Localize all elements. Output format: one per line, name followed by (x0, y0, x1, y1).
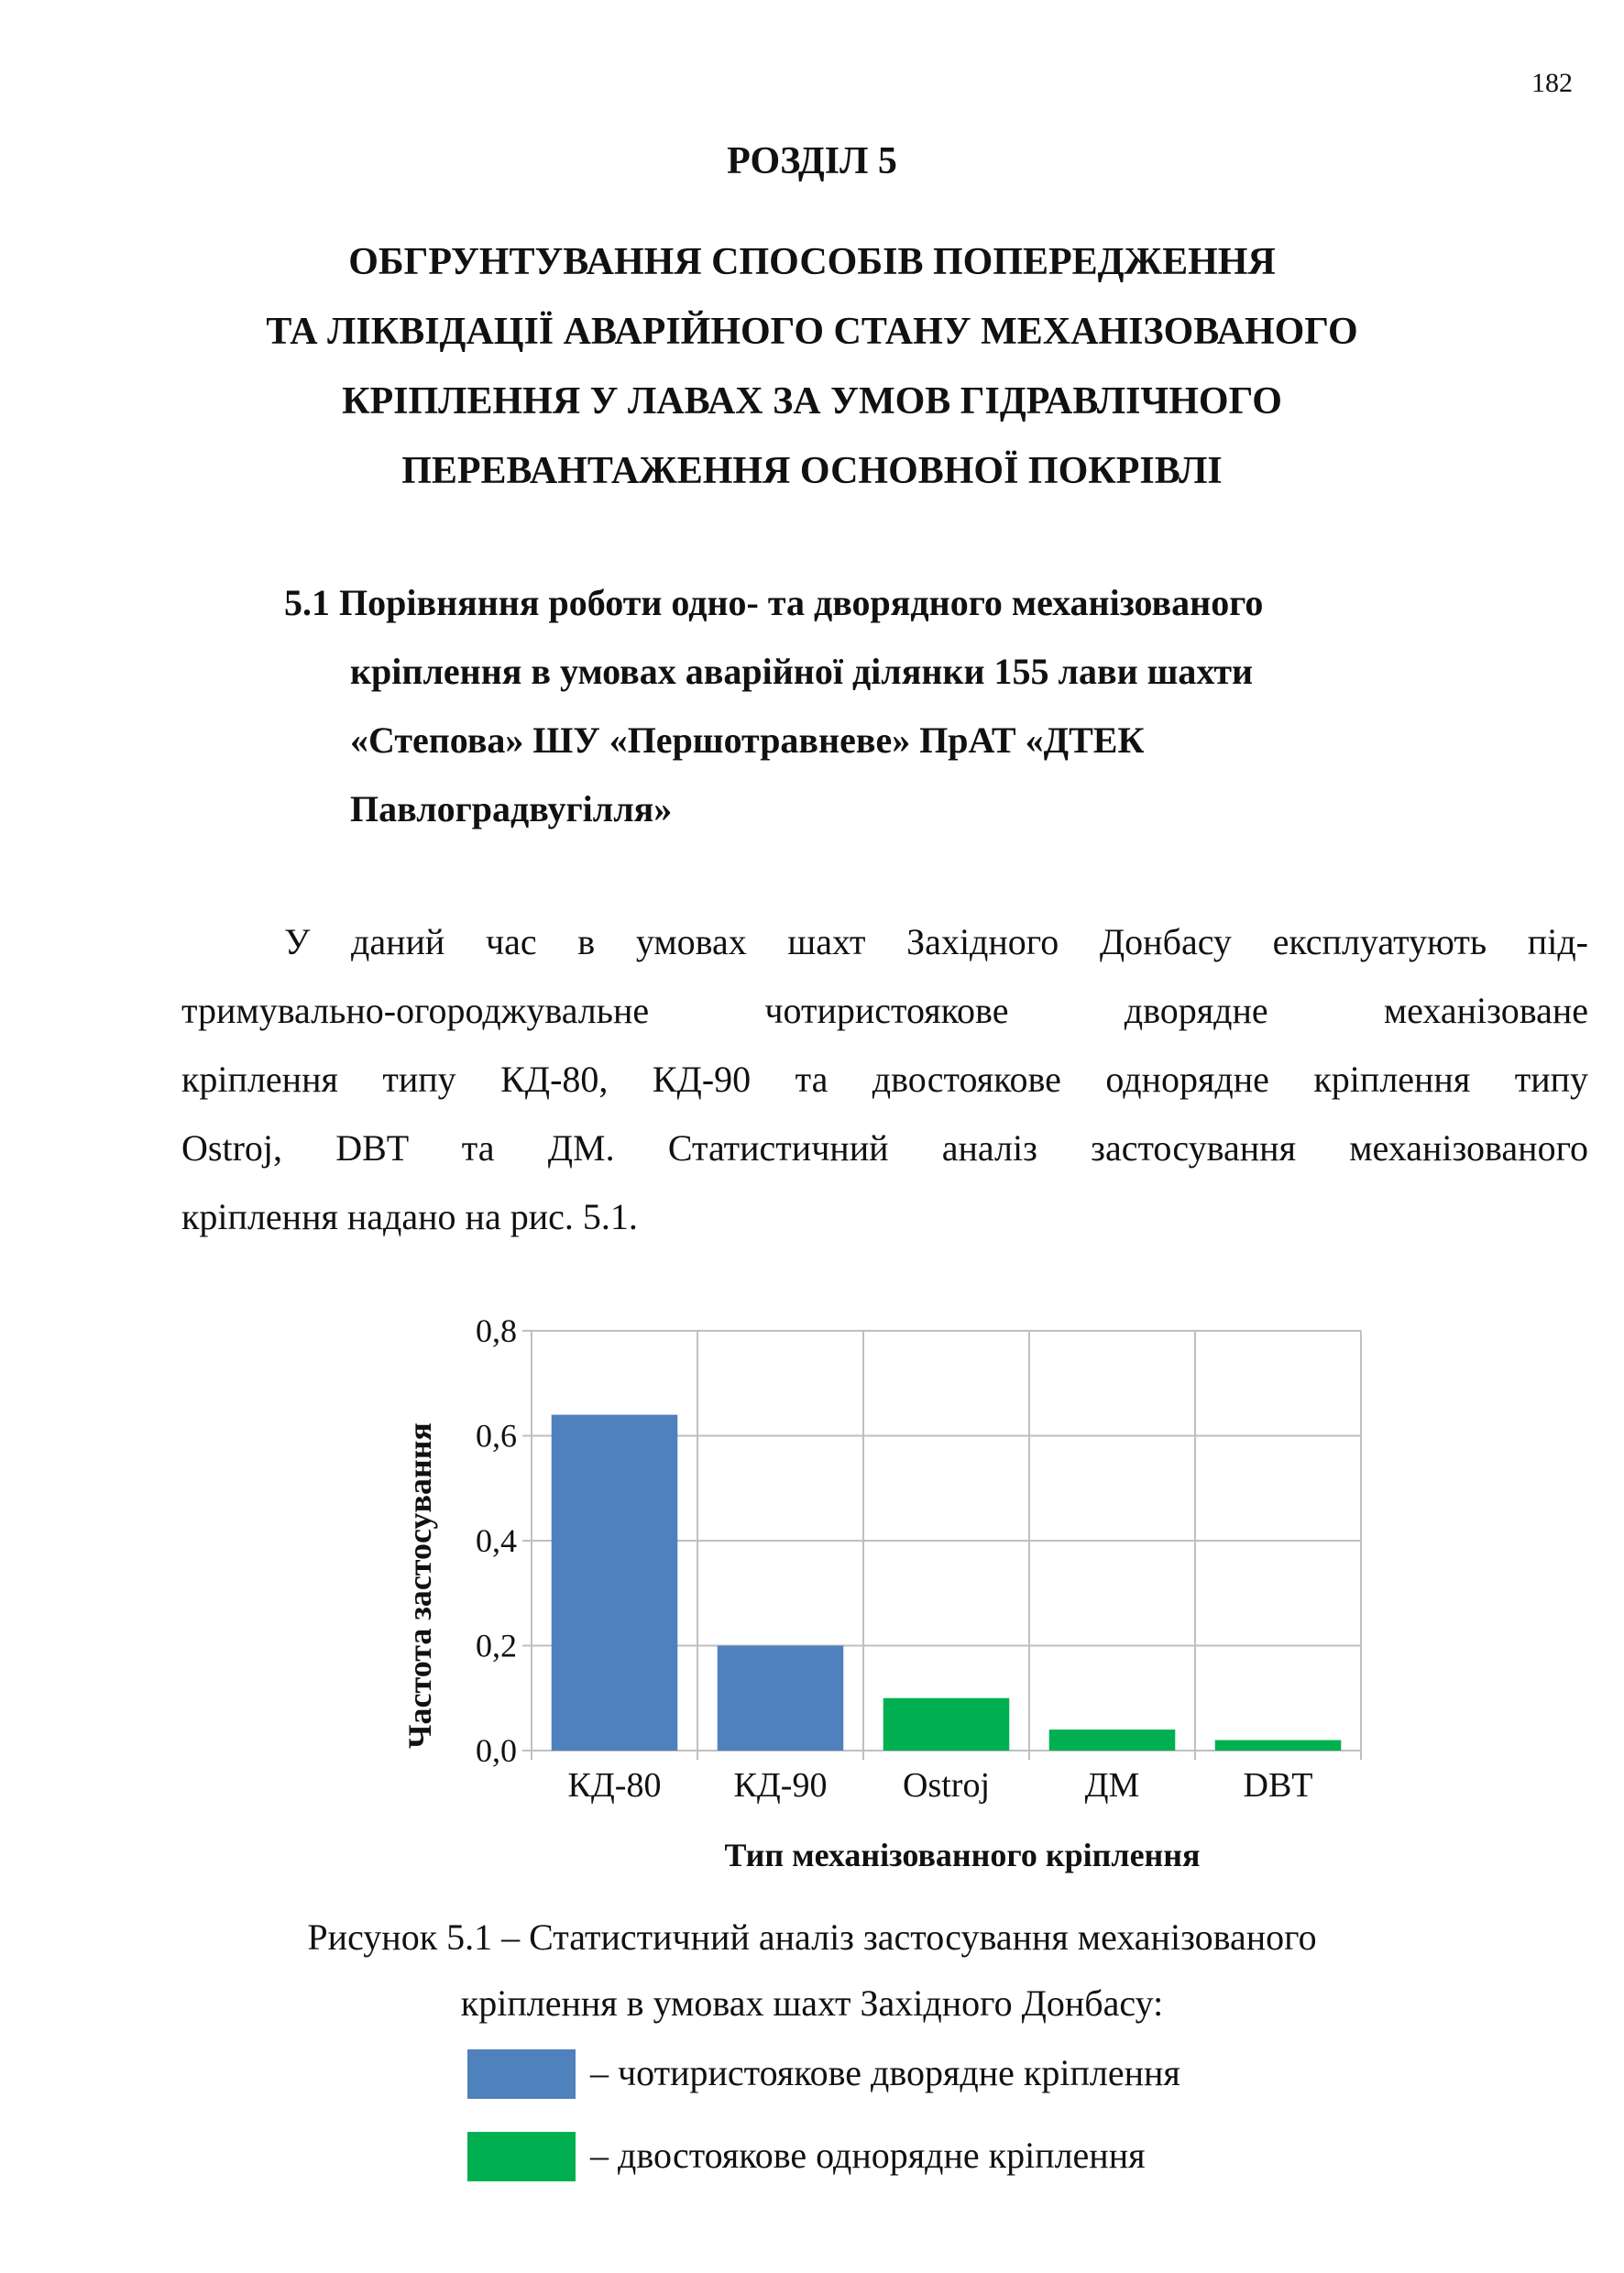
chapter-heading-line: ОБГРУНТУВАННЯ СПОСОБІВ ПОПЕРЕДЖЕННЯ (348, 241, 1276, 283)
chapter-title: РОЗДІЛ 5 (727, 140, 897, 182)
section-heading (284, 568, 1549, 843)
page-number: 182 (1531, 68, 1573, 98)
figure-caption (0, 1905, 1624, 2037)
y-tick-label: 0,4 (476, 1522, 517, 1559)
legend-swatch (467, 2049, 576, 2099)
legend-swatch (467, 2132, 576, 2181)
section-heading-line: 5.1 Порівняння роботи одно- та дворядного механізованого (284, 582, 1264, 623)
y-tick-label: 0,6 (476, 1417, 517, 1455)
body-paragraph (181, 907, 1588, 1251)
y-tick-label: 0,2 (476, 1627, 517, 1664)
x-tick-label: ДМ (1084, 1766, 1140, 1805)
bar (552, 1415, 678, 1751)
bar (1049, 1729, 1176, 1751)
legend-item (467, 2128, 1384, 2183)
y-tick-labels (476, 1312, 517, 1769)
chapter-heading-line: ПЕРЕВАНТАЖЕННЯ ОСНОВНОЇ ПОКРІВЛІ (401, 450, 1223, 492)
y-tick-label: 0,0 (476, 1732, 517, 1769)
section-heading-line: Павлоградвугілля» (350, 788, 673, 829)
paragraph-line: Ostroj, DBT та ДМ. Статистичний аналіз застосування механізованого (181, 1127, 1588, 1169)
chapter-heading (183, 227, 1441, 506)
caption-line: Рисунок 5.1 – Статистичний аналіз застосування механізованого (307, 1916, 1317, 1958)
caption-line: кріплення в умовах шахт Західного Донбасу: (460, 1982, 1164, 2024)
chart-bars (552, 1415, 1342, 1751)
section-heading-line: кріплення в умовах аварійної ділянки 155 лави шахти (350, 651, 1254, 692)
y-axis-label: Частота застосування (401, 1422, 438, 1749)
x-tick-label: КД-80 (567, 1766, 662, 1805)
bar (883, 1698, 1010, 1751)
x-tick-label: DBT (1243, 1766, 1313, 1805)
paragraph-line: тримувально-огороджувальне чотиристоякове дворядне механізоване (181, 990, 1588, 1031)
paragraph-line: кріплення типу КД-80, КД-90 та двостоякове однорядне кріплення типу (181, 1059, 1588, 1100)
bar (718, 1646, 844, 1751)
bar (1215, 1740, 1342, 1751)
paragraph-line: У даний час в умовах шахт Західного Донбасу експлуатують під- (284, 921, 1588, 962)
legend-label: – чотиристоякове дворядне кріплення (590, 2052, 1180, 2093)
chapter-heading-line: ТА ЛІКВІДАЦІЇ АВАРІЙНОГО СТАНУ МЕХАНІЗОВАНОГО (266, 311, 1358, 353)
paragraph-line: кріплення надано на рис. 5.1. (181, 1196, 638, 1237)
section-heading-line: «Степова» ШУ «Першотравневе» ПрАТ «ДТЕК (350, 719, 1145, 761)
legend-item (467, 2046, 1384, 2101)
legend-label: – двостоякове однорядне кріплення (590, 2135, 1146, 2176)
bar-chart (385, 1301, 1393, 1888)
x-axis-label: Тип механізованного кріплення (724, 1837, 1201, 1873)
y-tick-label: 0,8 (476, 1312, 517, 1349)
chapter-heading-line: КРІПЛЕННЯ У ЛАВАХ ЗА УМОВ ГІДРАВЛІЧНОГО (342, 380, 1282, 423)
x-tick-labels (568, 1766, 1313, 1805)
x-tick-label: Ostroj (903, 1766, 990, 1805)
x-tick-label: КД-90 (733, 1766, 828, 1805)
